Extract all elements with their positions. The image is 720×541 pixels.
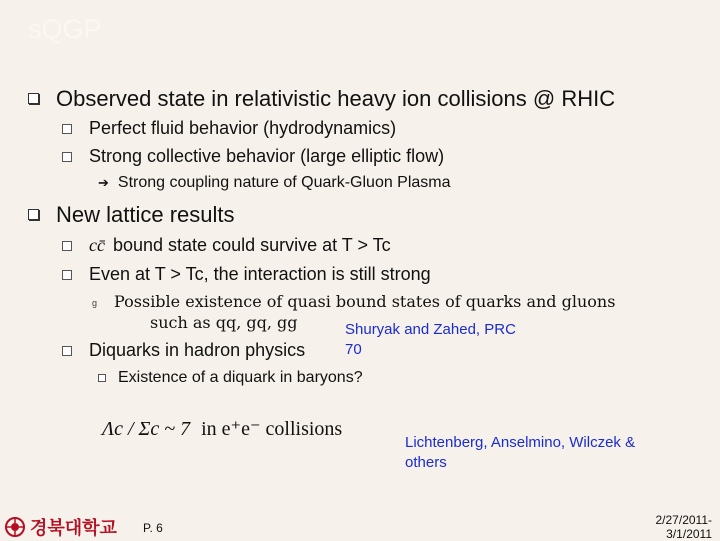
reference-line: others (405, 454, 447, 471)
bullet-perfect-fluid (62, 118, 396, 139)
bullet-text-line2: such as qq, gq, gg (150, 313, 298, 332)
reference-line: 70 (345, 341, 362, 358)
bullet-lattice-results (28, 202, 235, 228)
reference-line: Lichtenberg, Anselmino, Wilczek & (405, 434, 636, 451)
square-bullet-icon (28, 93, 39, 104)
reference-shuryak (345, 320, 516, 360)
square-outline-bullet-icon (62, 124, 72, 134)
square-bullet-icon (28, 209, 39, 220)
bullet-bound-state (62, 235, 391, 256)
arrow-bullet-icon: ➔ (98, 175, 109, 190)
bullet-diquark-baryons (98, 369, 363, 387)
bullet-text: Strong collective behavior (large elliptic flow) (89, 146, 445, 166)
square-outline-bullet-icon (98, 374, 106, 382)
slide-title: sQGP (28, 14, 102, 44)
ccbar-symbol: cc̄ (89, 235, 105, 255)
square-outline-bullet-icon (62, 241, 72, 251)
formula-lhs: Λc / Σc ~ 7 (102, 418, 191, 440)
bullet-text: Strong coupling nature of Quark-Gluon Plasma (117, 174, 451, 191)
square-outline-bullet-icon (62, 152, 72, 162)
bullet-interaction-strong (62, 264, 431, 285)
date-line: 2/27/2011- (655, 513, 712, 527)
bullet-observed-state (28, 86, 615, 112)
reference-lichtenberg (405, 433, 635, 473)
square-outline-bullet-icon (62, 346, 72, 356)
date-line: 3/1/2011 (666, 527, 712, 541)
bullet-text: New lattice results (56, 202, 235, 227)
bullet-strong-coupling (98, 174, 451, 192)
bullet-text: Perfect fluid behavior (hydrodynamics) (89, 118, 397, 138)
bullet-text: Diquarks in hadron physics (89, 340, 306, 360)
university-emblem-icon (4, 516, 26, 538)
university-name: 경북대학교 (30, 518, 117, 538)
date-range (656, 513, 713, 541)
bullet-text: bound state could survive at T > Tc (112, 235, 391, 255)
page-number: P. 6 (143, 521, 163, 535)
bullet-text: Even at T > Tc, the interaction is still strong (89, 264, 431, 284)
bullet-diquarks (62, 340, 305, 361)
bullet-text-line1: Possible existence of quasi bound states of quarks and gluons (114, 292, 616, 311)
lambda-sigma-ratio-formula (102, 416, 342, 441)
small-g-bullet-icon: g (92, 298, 98, 308)
bullet-text: Existence of a diquark in baryons? (118, 369, 363, 386)
formula-rhs: in e⁺e⁻ collisions (201, 418, 343, 440)
reference-line: Shuryak and Zahed, PRC (345, 321, 516, 338)
square-outline-bullet-icon (62, 270, 72, 280)
university-logo (4, 514, 117, 540)
bullet-collective-behavior (62, 146, 444, 167)
bullet-text: Observed state in relativistic heavy ion collisions @ RHIC (56, 86, 616, 111)
